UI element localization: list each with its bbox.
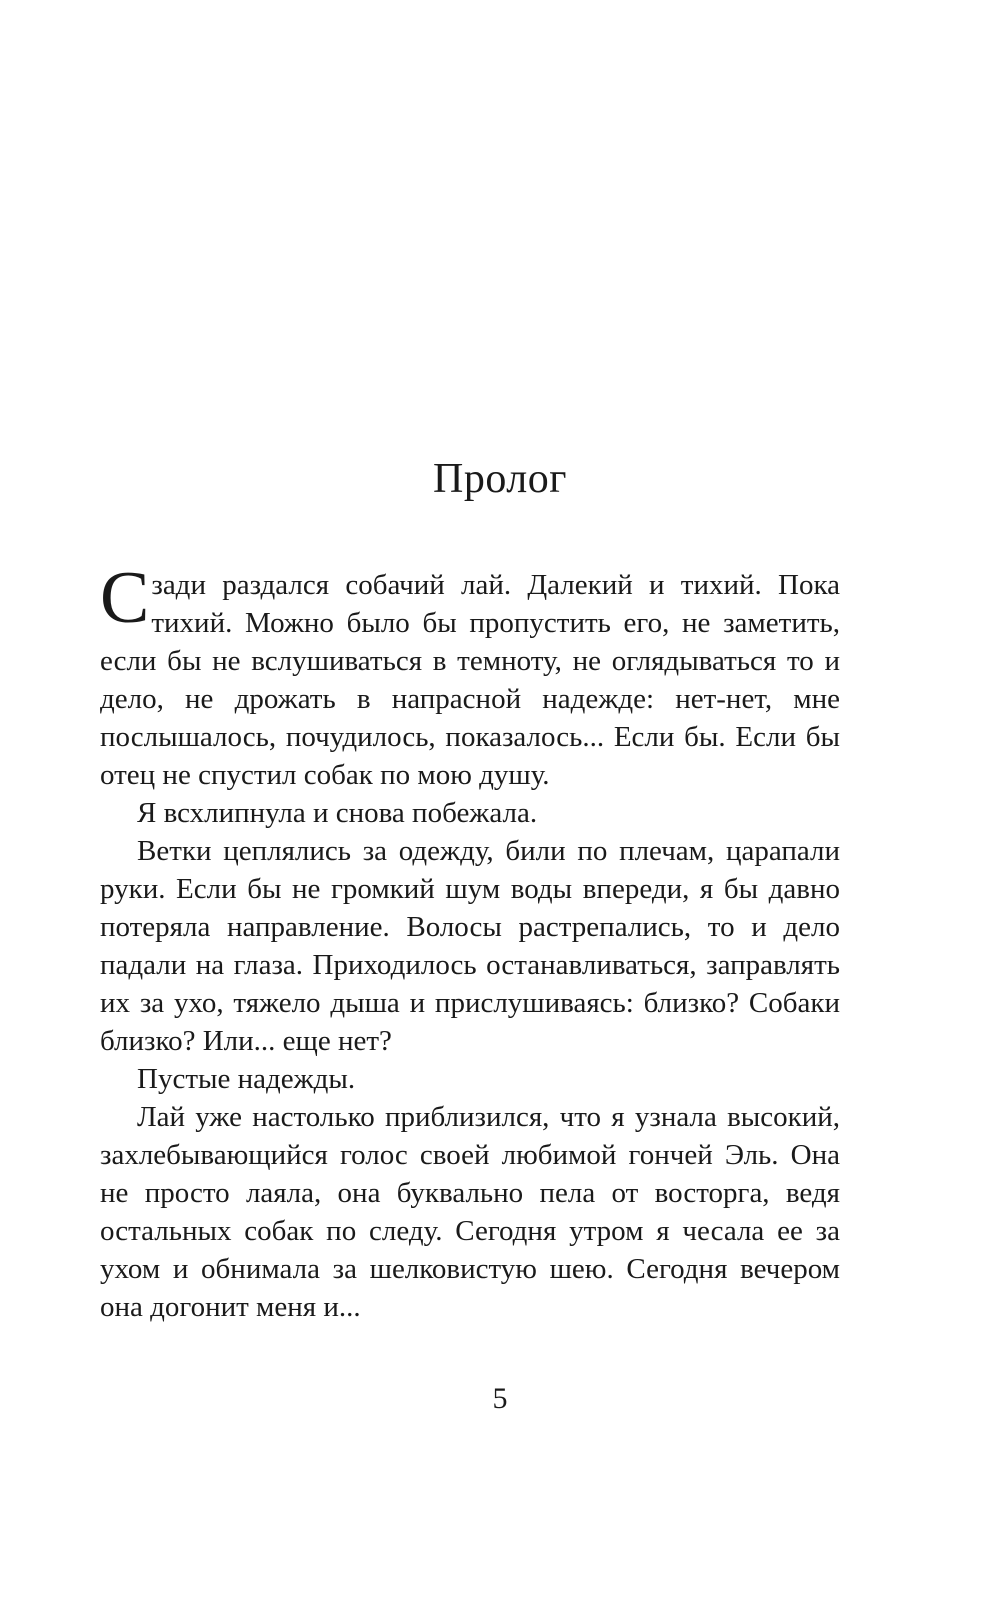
paragraph	[100, 557, 840, 794]
drop-cap: С	[100, 557, 150, 639]
page-number: 5	[492, 1382, 508, 1415]
paragraph: Я всхлипнула и снова побежала.	[137, 797, 538, 829]
chapter-title: Пролог	[433, 456, 567, 502]
paragraph: Лай уже настолько приблизился, что я узнала высокий, захлебывающийся голос своей любимой гончей Эль. Она не просто лаяла, она буквально пела от восторга, ведя остальных собак по следу. Сегодня утром я чесала ее за ухом и обнимала за шелковистую шею. Сегодня вечером она догонит меня и...	[100, 1101, 840, 1323]
paragraph-text: зади раздался собачий лай. Далекий и тихий. Пока тихий. Можно было бы пропустить его, не заметить, если бы не вслушиваться в темноту, не оглядываться то и дело, не дрожать в напрасной надежде: нет-нет, мне послышалось, почудилось, показалось... Если бы. Если бы отец не спустил собак по мою душу.	[100, 569, 840, 791]
paragraph: Ветки цеплялись за одежду, били по плечам, царапали руки. Если бы не громкий шум воды впереди, я бы давно потеряла направление. Волосы растрепались, то и дело падали на глаза. Приходилось останавливаться, заправлять их за ухо, тяжело дыша и прислушиваясь: близко? Собаки близко? Или... еще нет?	[100, 835, 840, 1057]
chapter-body	[100, 557, 840, 1326]
paragraph: Пустые надежды.	[137, 1063, 356, 1095]
